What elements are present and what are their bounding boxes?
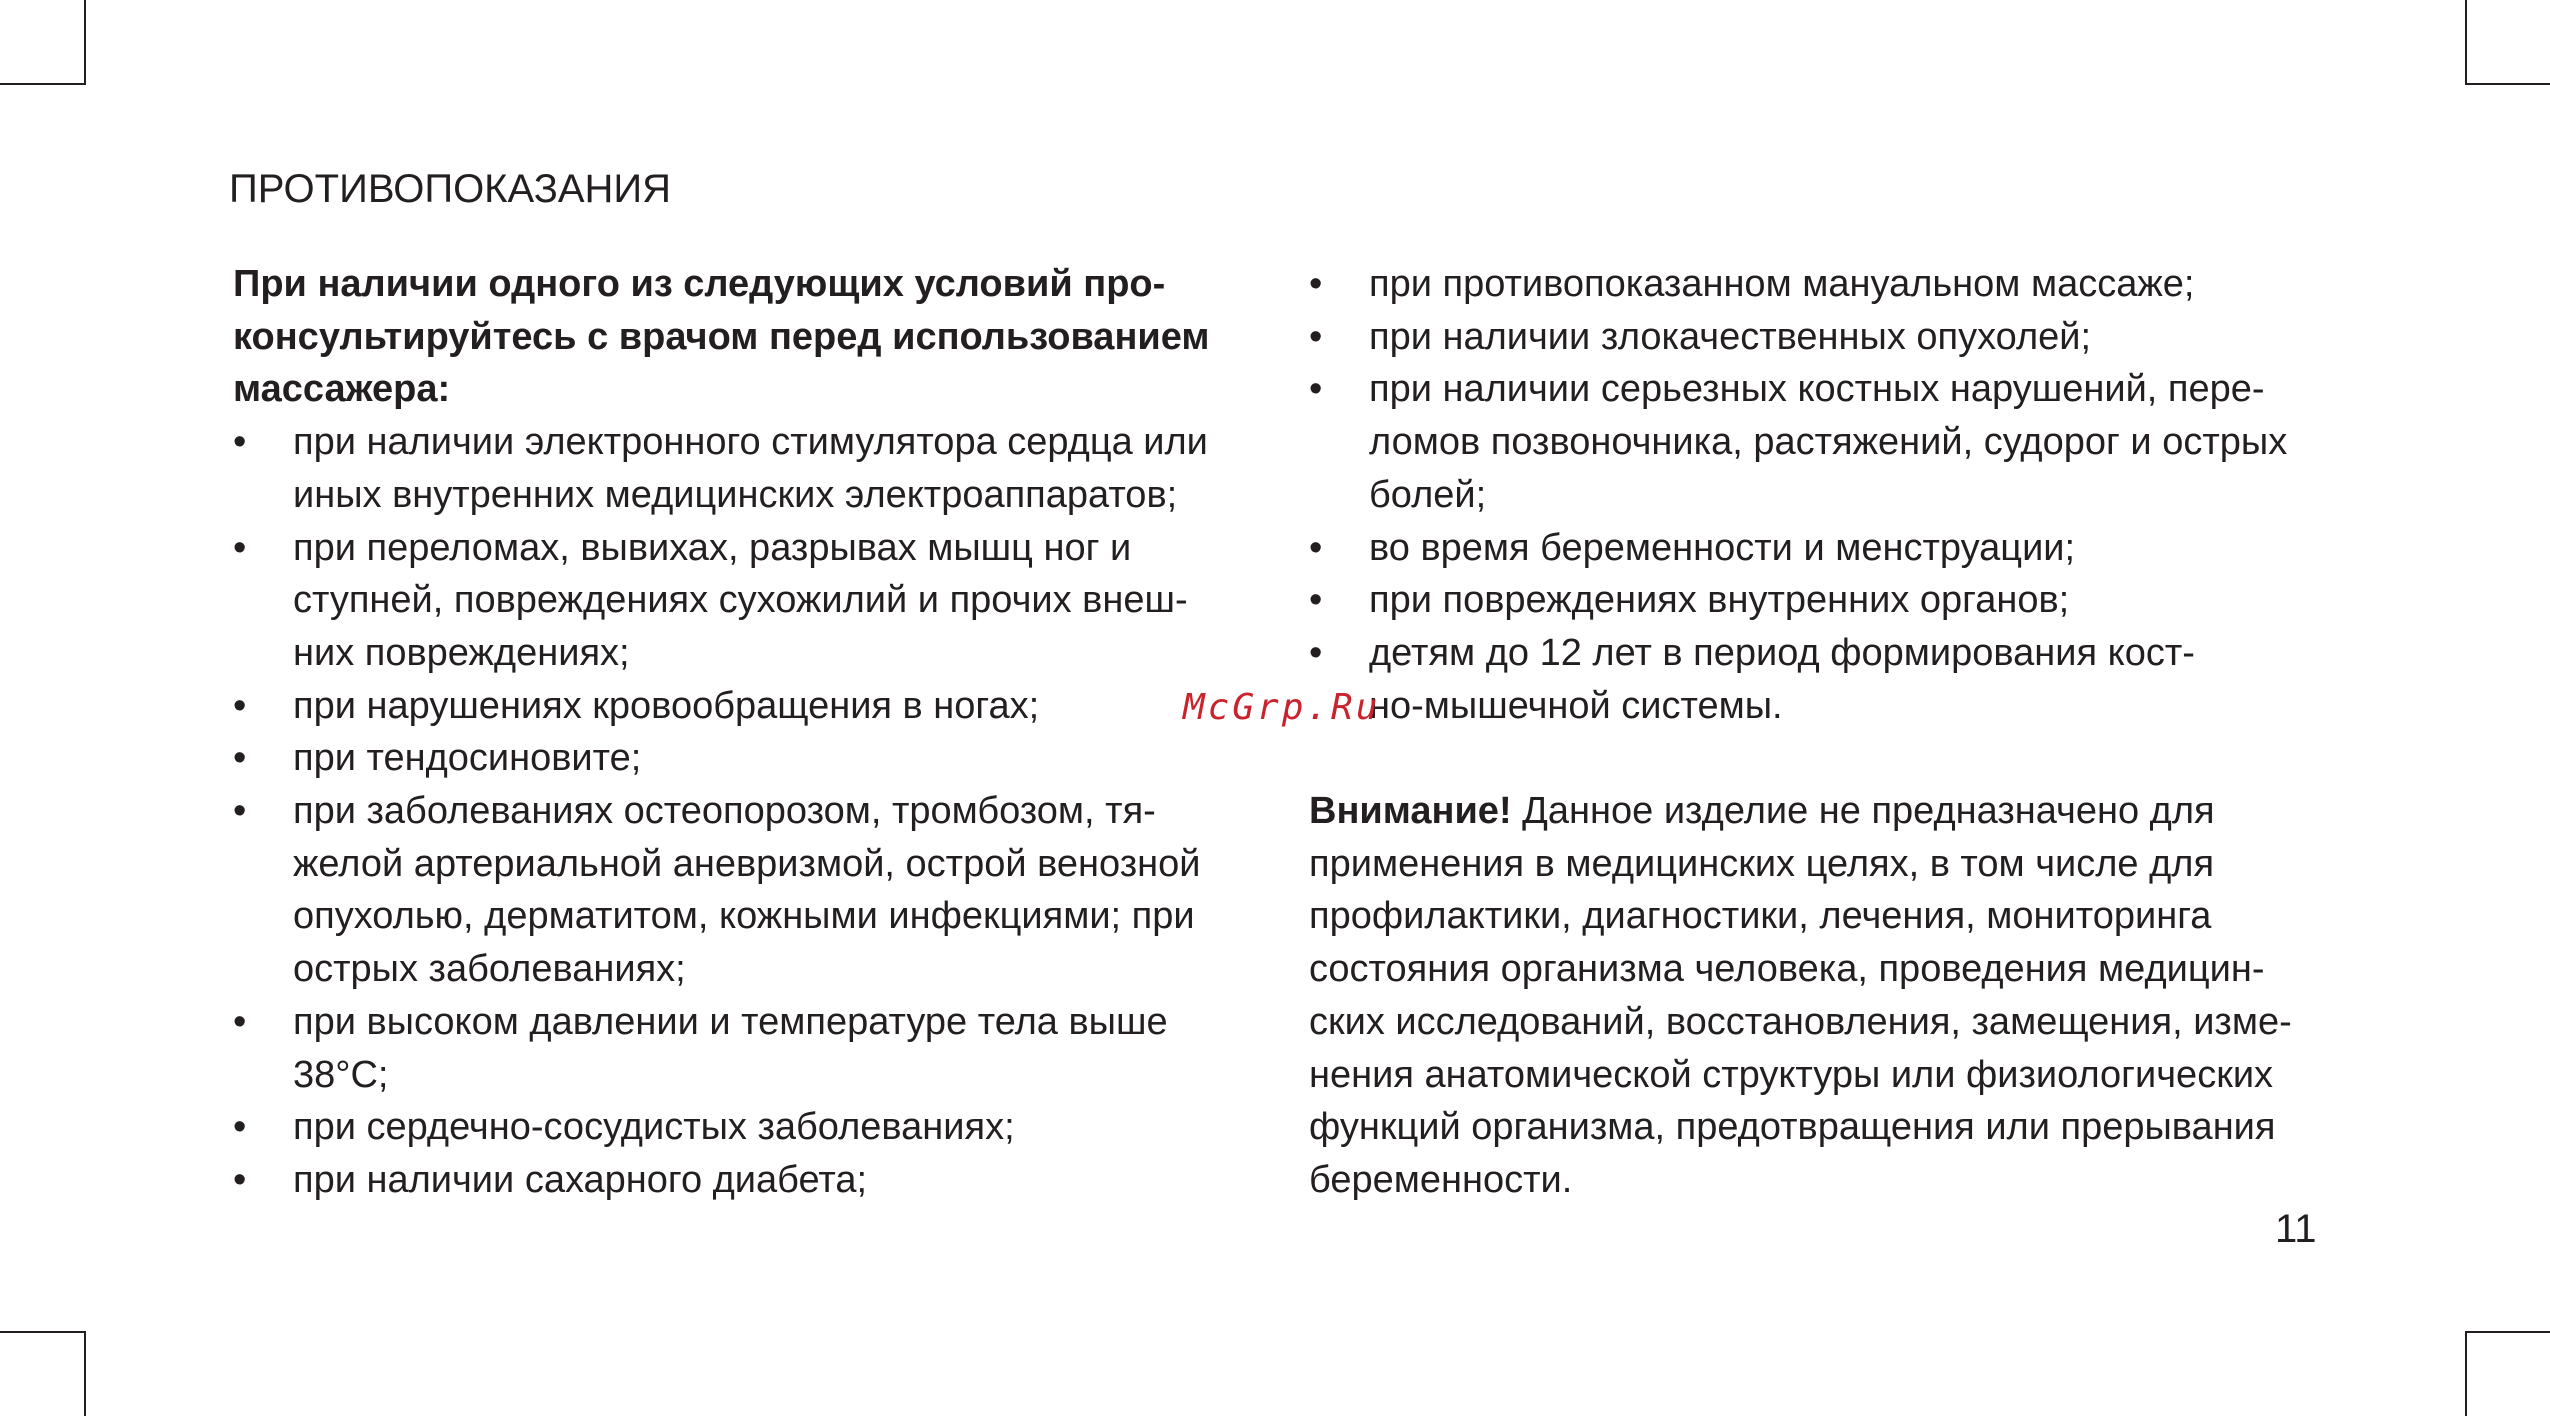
list-item <box>233 785 1263 996</box>
section-title: ПРОТИВОПОКАЗАНИЯ <box>229 167 672 211</box>
list-item <box>1309 522 2341 575</box>
bullet-icon: • <box>233 421 247 464</box>
list-item <box>233 732 1263 785</box>
bullet-icon: • <box>233 1158 247 1201</box>
list-item <box>233 680 1263 733</box>
crop-mark-top-left-horizontal <box>0 83 85 85</box>
list-item-line: при противопоказанном мануальном массаже; <box>1369 263 2195 305</box>
notice-paragraph <box>1309 785 2341 1207</box>
notice-line: ских исследований, восстановления, замещения, изме- <box>1309 1000 2292 1043</box>
crop-mark-bottom-right-vertical <box>2465 1331 2467 1416</box>
bullet-icon: • <box>1309 263 1323 305</box>
notice-first-line-text: Данное изделие не предназначено для <box>1511 790 2215 833</box>
list-item-line: желой артериальной аневризмой, острой венозной <box>293 842 1201 885</box>
bullet-icon: • <box>1309 631 1323 674</box>
list-item <box>1309 574 2341 627</box>
bullet-icon: • <box>233 1106 247 1149</box>
bullet-icon: • <box>1309 526 1323 569</box>
list-item-line: ломов позвоночника, растяжений, судорог и острых <box>1369 421 2288 464</box>
list-item-line: при нарушениях кровообращения в ногах; <box>293 684 1040 727</box>
bullet-icon: • <box>1309 579 1323 622</box>
crop-mark-top-right-horizontal <box>2465 83 2550 85</box>
list-item-line: но-мышечной системы. <box>1369 684 1783 727</box>
list-item-line: при повреждениях внутренних органов; <box>1369 579 2070 622</box>
crop-mark-bottom-left-horizontal <box>0 1331 85 1333</box>
list-item-line: при наличии электронного стимулятора сердца или <box>293 421 1208 464</box>
lead-paragraph <box>233 258 1263 416</box>
notice-line: применения в медицинских целях, в том числе для <box>1309 842 2215 885</box>
list-item-line: 38°С; <box>293 1053 389 1096</box>
bullet-icon: • <box>233 1000 247 1043</box>
list-item-line: при переломах, вывихах, разрывах мышц ног и <box>293 526 1132 569</box>
notice-line: состояния организма человека, проведения медицин- <box>1309 948 2265 991</box>
notice-line: профилактики, диагностики, лечения, мониторинга <box>1309 895 2212 938</box>
notice-line: беременности. <box>1309 1158 1573 1201</box>
list-item <box>233 996 1263 1101</box>
list-item-line: опухолью, дерматитом, кожными инфекциями; при <box>293 895 1195 938</box>
list-item-line: ступней, повреждениях сухожилий и прочих внеш- <box>293 579 1188 622</box>
left-bullet-list <box>233 416 1263 1207</box>
list-item-line: них повреждениях; <box>293 631 630 674</box>
notice-first-line <box>1309 785 2341 838</box>
bullet-icon: • <box>233 737 247 780</box>
bullet-icon: • <box>1309 315 1323 358</box>
list-item <box>233 416 1263 521</box>
list-item <box>233 1101 1263 1154</box>
notice-line: нения анатомической структуры или физиологических <box>1309 1053 2274 1096</box>
bullet-icon: • <box>1309 368 1323 411</box>
list-item-line: болей; <box>1369 473 1487 516</box>
list-item-line: при наличии злокачественных опухолей; <box>1369 315 2092 358</box>
notice-label: Внимание! <box>1309 790 1512 833</box>
list-item-line: при наличии сахарного диабета; <box>293 1158 868 1201</box>
lead-line: консультируйтесь с врачом перед использованием <box>233 315 1210 358</box>
crop-mark-top-left-vertical <box>84 0 86 85</box>
list-item <box>233 522 1263 680</box>
list-item <box>1309 311 2341 364</box>
lead-line: массажера: <box>233 368 451 411</box>
list-item-line: иных внутренних медицинских электроаппаратов; <box>293 473 1178 516</box>
bullet-icon: • <box>233 526 247 569</box>
right-column <box>1309 258 2341 1207</box>
page-number: 11 <box>2275 1207 2317 1251</box>
list-item <box>233 1154 1263 1207</box>
list-item-line: при высоком давлении и температуре тела выше <box>293 1000 1168 1043</box>
list-item-line: при тендосиновите; <box>293 737 642 780</box>
list-item-line: при заболеваниях остеопорозом, тромбозом, тя- <box>293 790 1156 833</box>
list-item <box>1309 258 2341 311</box>
watermark: McGrp.Ru <box>1183 687 1381 728</box>
list-item-line: при сердечно-сосудистых заболеваниях; <box>293 1106 1015 1149</box>
bullet-icon: • <box>233 684 247 727</box>
notice-line: функций организма, предотвращения или прерывания <box>1309 1106 2276 1149</box>
crop-mark-top-right-vertical <box>2465 0 2467 85</box>
crop-mark-bottom-left-vertical <box>84 1331 86 1416</box>
crop-mark-bottom-right-horizontal <box>2465 1331 2550 1333</box>
left-column <box>233 258 1263 1207</box>
list-item <box>1309 363 2341 521</box>
list-item-line: детям до 12 лет в период формирования кост- <box>1369 631 2195 674</box>
right-bullet-list <box>1309 258 2341 732</box>
lead-line: При наличии одного из следующих условий про- <box>233 263 1166 305</box>
bullet-icon: • <box>233 790 247 833</box>
list-item <box>1309 627 2341 732</box>
list-item-line: острых заболеваниях; <box>293 948 686 991</box>
list-item-line: во время беременности и менструации; <box>1369 526 2076 569</box>
list-item-line: при наличии серьезных костных нарушений, пере- <box>1369 368 2265 411</box>
